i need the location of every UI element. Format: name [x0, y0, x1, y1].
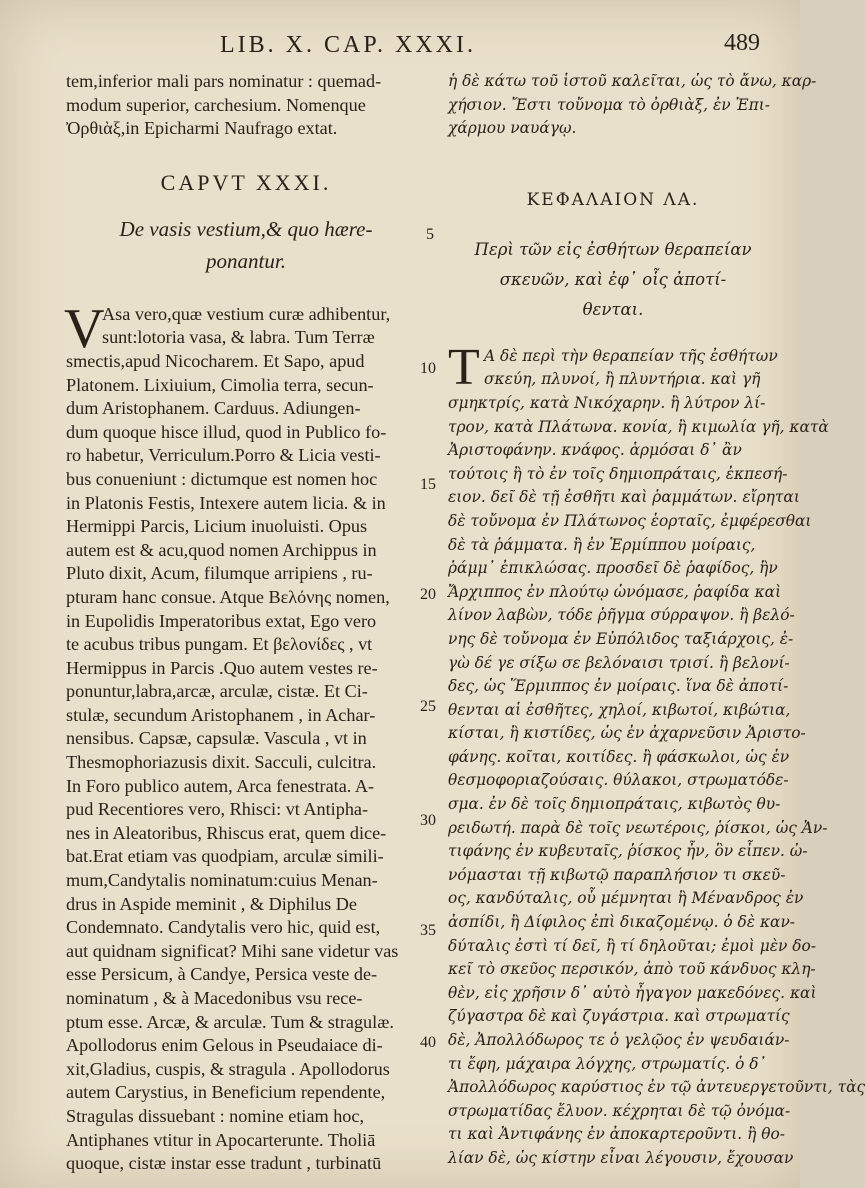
latin-chapter-subtitle	[66, 213, 426, 277]
text-line: xit,Gladius, cuspis, & stragula . Apollodorus	[66, 1058, 390, 1079]
text-line: te acubus tribus pungam. Et βελονίδες , vt	[66, 634, 373, 655]
text-line: ro habetur, Verriculum.Porro & Licia vesti-	[66, 445, 381, 466]
text-line: ἀσπίδι, ἢ Δίφιλος ἐπὶ δικαζομένῳ. ὁ δὲ καν-	[448, 913, 796, 932]
text-line: δύταλις ἐστὶ τί δεῖ, ἢ τί δηλοῦται; ἐμοὶ μὲν δο-	[448, 936, 816, 955]
text-line: Stragulas dissuebant : nomine etiam hoc,	[66, 1105, 365, 1126]
subtitle-line: Περὶ τῶν εἰς ἐσθήτων θεραπείαν	[474, 239, 752, 259]
subtitle-line: θενται.	[582, 299, 644, 319]
text-line: νης δὲ τοὔνομα ἐν Εὐπόλιδος ταξιάρχοις, ἐ-	[448, 629, 794, 648]
margin-line-number: 20	[420, 586, 436, 603]
text-line: λίνον λαβὼν, τόδε ῥῆγμα σύρραψον. ἢ βελό-	[448, 606, 795, 625]
text-line: Ἀριστοφάνην. κνάφος. ἁρμόσαι δ᾽ ἂν	[448, 441, 742, 460]
text-line: Pluto dixit, Acum, filumque arripiens , ru-	[66, 563, 373, 584]
text-line: τρον, κατὰ Πλάτωνα. κονία, ἢ κιμωλία γῆ, κατὰ	[448, 417, 829, 436]
margin-line-number: 40	[420, 1034, 436, 1051]
latin-top-text	[66, 70, 426, 141]
text-line: tem,inferior mali pars nominatur : quemad-	[66, 71, 382, 91]
text-line: Asa vero,quæ vestium curæ adhibentur,	[102, 303, 391, 324]
greek-paragraph	[448, 338, 865, 1171]
text-line: κίσται, ἢ κιστίδες, ὡς ἐν ἀχαρνεῦσιν Ἀριστο-	[448, 724, 806, 743]
text-line: dum Aristophanem. Carduus. Adiungen-	[66, 398, 361, 419]
text-line: esse Persicum, à Candye, Persica veste de-	[66, 964, 378, 985]
text-line: δὲ τοὔνομα ἐν Πλάτωνος ἑορταῖς, ἐμφέρεσθαι	[448, 511, 812, 530]
latin-paragraph	[64, 297, 426, 1176]
text-line: δὲ, Ἀπολλόδωρος τε ὁ γελῷος ἐν ψευδαιάν-	[448, 1031, 790, 1049]
text-line: in Platonis Festis, Intexere autem licia. & in	[66, 492, 386, 513]
greek-chapter-subtitle	[448, 235, 778, 325]
text-line: λίαν δὲ, ὡς κίστην εἶναι λέγουσιν, ἔχουσαν	[448, 1148, 794, 1167]
greek-chapter-heading: ΚΕΦΑΛΑΙΟΝ ΛΑ.	[526, 189, 700, 210]
greek-dropcap: Τ	[448, 338, 480, 396]
text-line: θεσμοφοριαζούσαις. θύλακοι, στρωματόδε-	[448, 771, 789, 790]
text-line: στρωματίδας ἔλυον. κέχρηται δὲ τῷ ὀνόμα-	[448, 1101, 791, 1120]
text-line: sunt:lotoria vasa, & labra. Tum Terræ	[102, 327, 375, 348]
text-line: Ὀρθιὰξ,in Epicharmi Naufrago extat.	[66, 118, 338, 139]
text-line: χάρμου ναυάγῳ.	[448, 119, 577, 138]
text-line: Platonem. Lixiuium, Cimolia terra, secun-	[66, 374, 374, 395]
page-number: 489	[724, 30, 760, 56]
text-line: νόμασται τῇ κιβωτῷ παραπλήσιον τι σκεῦ-	[448, 865, 786, 884]
text-line: ῥάμμ᾽ ἐπικλώσας. προσδεῖ δὲ ῥαφίδος, ἣν	[448, 559, 778, 578]
page-header	[220, 28, 760, 68]
text-line: ponuntur,labra,arcæ, arculæ, cistæ. Et Ci-	[66, 681, 368, 702]
text-line: τι καὶ Ἀντιφάνης ἐν ἀποκαρτεροῦντι. ἢ θο-	[448, 1125, 785, 1144]
text-line: γὼ δέ γε σίξω σε βελόναισι τρισί. ἢ βελονί-	[448, 653, 790, 672]
margin-line-number: 25	[420, 698, 436, 715]
text-line: τι ἔφη, μάχαιρα λόγχης, στρωματίς. ὁ δ᾽	[448, 1054, 767, 1073]
running-title: LIB. X. CAP. XXXI.	[220, 32, 477, 58]
text-line: σκεύη, πλυνοί, ἢ πλυντήρια. καὶ γῆ	[484, 370, 761, 389]
text-line: ζύγαστρα δὲ καὶ ζυγάστρια. καὶ στρωματίς	[448, 1007, 790, 1026]
text-line: ptum esse. Arcæ, & arculæ. Tum & stragulæ.	[66, 1011, 394, 1032]
text-line: θενται αἱ ἐσθῆτες, χηλοί, κιβωτοί, κιβώτια,	[448, 700, 791, 719]
text-line: autem Carystius, in Beneficium rependente,	[66, 1082, 386, 1103]
text-line: Hermippi Parcis, Licium inuoluisti. Opus	[66, 516, 368, 537]
text-line: drus in Aspide meminit , & Diphilus De	[66, 893, 357, 914]
text-line: σμα. ἐν δὲ τοῖς δημιοπράταις, κιβωτὸς θυ-	[448, 795, 781, 814]
text-line: aut quidnam significat? Mihi sane videtur vas	[66, 940, 399, 961]
margin-line-number: 35	[420, 922, 436, 939]
text-line: κεῖ τὸ σκεῦος περσικόν, ἀπὸ τοῦ κάνδυος κλη-	[448, 960, 816, 979]
text-line: smectis,apud Nicocharem. Et Sapo, apud	[66, 350, 365, 371]
margin-line-number: 30	[420, 812, 436, 829]
text-line: nensibus. Capsæ, capsulæ. Vascula , vt in	[66, 728, 367, 749]
text-line: Ἀπολλόδωρος καρύστιος ἐν τῷ ἀντευεργετοῦντι, τὰς	[448, 1078, 865, 1097]
text-line: ος, κανδύταλις, οὗ μέμνηται ἢ Μένανδρος ἐν	[448, 889, 804, 908]
text-line: stulæ, secundum Aristophanem , in Achar-	[66, 704, 376, 725]
text-line: δὲ τὰ ῥάμματα. ἢ ἐν Ἑρμίππου μοίραις,	[448, 535, 756, 554]
text-line: τιφάνης ἐν κυβευταῖς, ῥίσκος ἦν, ὃν εἶπεν. ὠ-	[448, 842, 808, 861]
latin-column	[66, 70, 426, 1176]
text-line: dum quoque hisce illud, quod in Publico fo-	[66, 421, 387, 442]
subtitle-line: De vasis vestium,& quo hære-	[119, 216, 373, 241]
text-line: modum superior, carchesium. Nomenque	[66, 94, 366, 115]
margin-line-number: 15	[420, 476, 436, 493]
text-line: In Foro publico autem, Arca fenestrata. A-	[66, 775, 375, 796]
text-line: nominatum , & à Macedonibus vsu rece-	[66, 988, 363, 1008]
greek-column	[448, 70, 865, 1171]
text-line: σμηκτρίς, κατὰ Νικόχαρην. ἢ λύτρον λί-	[448, 393, 766, 412]
text-line: quoque, cistæ instar esse tradunt , turbinatū	[66, 1153, 382, 1174]
text-line: bat.Erat etiam vas quodpiam, arculæ simili-	[66, 846, 384, 867]
text-line: Α δὲ περὶ τὴν θεραπείαν τῆς ἐσθήτων	[484, 346, 778, 365]
text-line: χήσιον. Ἔστι τοὔνομα τὸ ὀρθιὰξ, ἐν Ἐπι-	[448, 95, 770, 114]
margin-line-number: 10	[420, 360, 436, 377]
latin-dropcap: V	[64, 297, 105, 360]
text-line: ρειδωτή. παρὰ δὲ τοῖς νεωτέροις, ῥίσκοι, ὡς Ἀν-	[448, 818, 828, 837]
text-line: τούτοις ἢ τὸ ἐν τοῖς δημιοπράταις, ἐκπεσή-	[448, 464, 788, 483]
text-line: φάνης. κοῖται, κοιτίδες. ἢ φάσκωλοι, ὡς ἐν	[448, 747, 790, 766]
latin-chapter-heading: CAPVT XXXI.	[160, 169, 332, 195]
text-line: Condemnato. Candytalis vero hic, quid est,	[66, 917, 381, 938]
text-line: ἡ δὲ κάτω τοῦ ἱστοῦ καλεῖται, ὡς τὸ ἄνω, καρ-	[448, 72, 817, 90]
text-line: mum,Candytalis nominatum:cuius Menan-	[66, 870, 378, 891]
text-line: in Eupolidis Imperatoribus extat, Ego vero	[66, 610, 377, 631]
text-line: ειον. δεῖ δὲ τῇ ἐσθῆτι καὶ ῥαμμάτων. εἴρηται	[448, 488, 800, 507]
text-line: θὲν, εἰς χρῆσιν δ᾽ αὐτὸ ἦγαγον μακεδόνες. καὶ	[448, 983, 817, 1002]
text-line: Hermippus in Parcis .Quo autem vestes re-	[66, 657, 378, 678]
text-line: bus conueniunt : dictumque est nomen hoc	[66, 468, 378, 489]
margin-line-number: 5	[426, 226, 434, 243]
text-line: Ἄρχιππος ἐν πλούτῳ ὠνόμασε, ῥαφίδα καὶ	[448, 582, 782, 601]
subtitle-line: ponantur.	[206, 248, 286, 273]
subtitle-line: σκευῶν, καὶ ἐφ᾽ οἷς ἀποτί-	[499, 269, 727, 289]
text-line: Thesmophoriazusis dixit. Sacculi, culcitra.	[66, 752, 377, 773]
text-line: Antiphanes vtitur in Apocarterunte. Tholiā	[66, 1129, 376, 1150]
text-line: Apollodorus enim Gelous in Pseudaiace di-	[66, 1035, 383, 1056]
text-line: δες, ὡς Ἕρμιππος ἐν μοίραις. ἵνα δὲ ἀποτί-	[448, 677, 789, 696]
greek-top-text	[448, 70, 817, 141]
text-line: nes in Aleatoribus, Rhiscus erat, quem dice-	[66, 822, 387, 843]
text-line: autem est & acu,quod nomen Archippus in	[66, 539, 377, 560]
text-line: pturam hanc consue. Atque Βελόνης nomen,	[66, 586, 390, 607]
text-line: pud Recentiores vero, Rhisci: vt Antipha-	[66, 799, 369, 820]
